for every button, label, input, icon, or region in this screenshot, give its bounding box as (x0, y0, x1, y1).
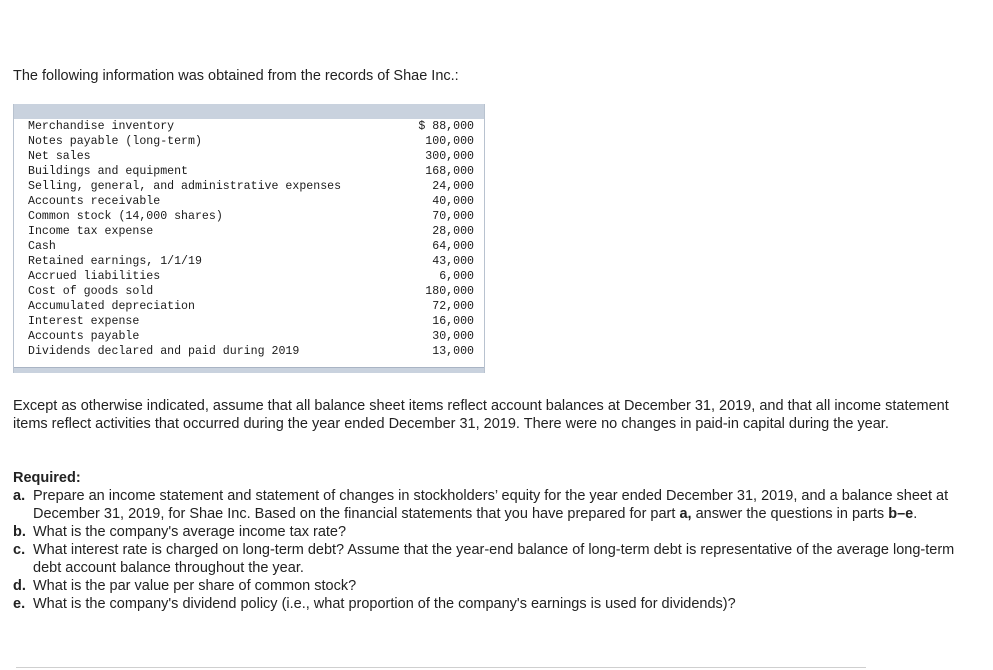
table-row (28, 134, 474, 149)
table-row (28, 194, 474, 209)
account-value: 72,000 (432, 300, 474, 313)
question-text: What is the par value per share of common stock? (33, 578, 357, 594)
table-row (28, 329, 474, 344)
table-header-band (14, 104, 484, 119)
account-value: 180,000 (425, 285, 474, 298)
question-text: What interest rate is charged on long-term debt? Assume that the year-end balance of long-term debt is representative of the average long-term debt account balance throughout the year. (33, 542, 955, 576)
question-letter: c. (13, 542, 26, 558)
account-label: Interest expense (28, 315, 140, 328)
table-row (28, 119, 474, 134)
table-row (28, 254, 474, 269)
account-value: 30,000 (432, 330, 474, 343)
required-title: Required: (13, 470, 81, 486)
account-label: Merchandise inventory (28, 120, 175, 133)
account-balances-table (13, 104, 485, 373)
account-label: Accounts receivable (28, 195, 161, 208)
table-row (28, 239, 474, 254)
account-label: Notes payable (long-term) (28, 135, 202, 148)
question-text: What is the company's dividend policy (i.e., what proportion of the company's earnings is used for dividends)? (33, 596, 736, 612)
account-value: 28,000 (432, 225, 474, 238)
table-row (28, 224, 474, 239)
account-value: 168,000 (425, 165, 474, 178)
account-value: 100,000 (425, 135, 474, 148)
account-label: Cash (28, 240, 56, 253)
required-section (13, 469, 963, 613)
bottom-divider (16, 667, 866, 668)
table-row (28, 179, 474, 194)
table-row (28, 284, 474, 299)
account-value: 13,000 (432, 345, 474, 358)
table-row (28, 344, 474, 359)
table-row (28, 149, 474, 164)
account-label: Retained earnings, 1/1/19 (28, 255, 202, 268)
account-label: Accounts payable (28, 330, 140, 343)
account-label: Selling, general, and administrative expenses (28, 180, 342, 193)
account-label: Income tax expense (28, 225, 154, 238)
table-row (28, 164, 474, 179)
account-value: 16,000 (432, 315, 474, 328)
account-value: 64,000 (432, 240, 474, 253)
account-value: 40,000 (432, 195, 474, 208)
question-a (13, 487, 963, 523)
question-letter: d. (13, 578, 26, 594)
question-c (13, 541, 963, 577)
assumption-paragraph: Except as otherwise indicated, assume that all balance sheet items reflect account balances at December 31, 2019, and that all income statement items reflect activities that occurred during the year ended December 31, 2019. There were no changes in paid-in capital during the year. (13, 398, 949, 432)
table-row (28, 299, 474, 314)
account-label: Accrued liabilities (28, 270, 161, 283)
account-label: Buildings and equipment (28, 165, 189, 178)
question-text: What is the company's average income tax rate? (33, 524, 347, 540)
question-text: Prepare an income statement and statement of changes in stockholders’ equity for the year ended December 31, 2019, and a balance sheet at December 31, 2019, for Shae Inc. Based on the financial statements that you have prepared for part a, answer the questions in parts b–e. (33, 488, 949, 522)
question-d (13, 577, 963, 595)
intro-text: The following information was obtained from the records of Shae Inc.: (13, 68, 459, 84)
account-label: Accumulated depreciation (28, 300, 195, 313)
account-value: 300,000 (425, 150, 474, 163)
question-letter: a. (13, 488, 26, 504)
question-b (13, 523, 963, 541)
account-value: 43,000 (432, 255, 474, 268)
table-row (28, 314, 474, 329)
account-value: 24,000 (432, 180, 474, 193)
account-value: $ 88,000 (418, 120, 474, 133)
table-rows (14, 119, 484, 359)
account-label: Net sales (28, 150, 91, 163)
table-row (28, 209, 474, 224)
account-label: Dividends declared and paid during 2019 (28, 345, 300, 358)
account-value: 70,000 (432, 210, 474, 223)
question-letter: b. (13, 524, 26, 540)
account-value: 6,000 (439, 270, 474, 283)
table-row (28, 269, 474, 284)
account-label: Cost of goods sold (28, 285, 154, 298)
table-footer-band (14, 367, 484, 373)
account-label: Common stock (14,000 shares) (28, 210, 223, 223)
question-e (13, 595, 963, 613)
question-letter: e. (13, 596, 26, 612)
